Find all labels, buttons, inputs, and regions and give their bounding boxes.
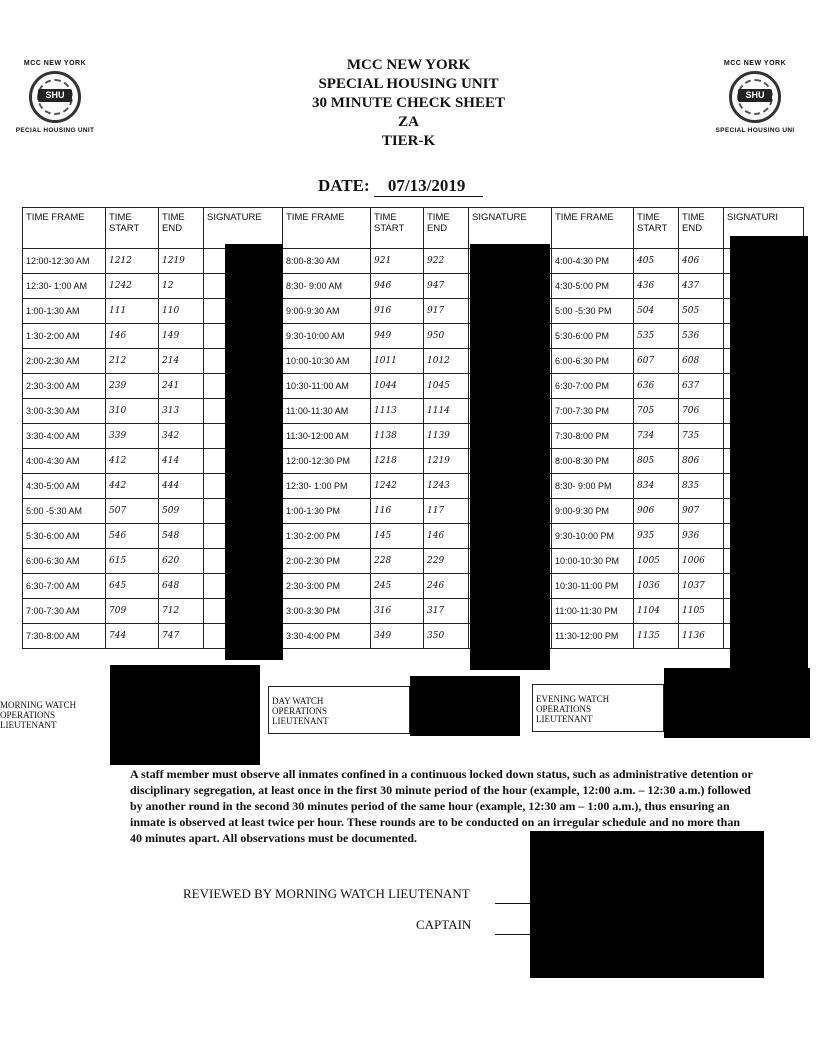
table-row bbox=[23, 399, 804, 424]
time-frame-cell: 11:30-12:00 AM bbox=[283, 424, 371, 449]
time-end-cell: 1139 bbox=[424, 424, 469, 449]
time-start-cell: 228 bbox=[371, 549, 424, 574]
col-header-time-frame: TIME FRAME bbox=[552, 208, 634, 249]
time-frame-cell: 1:30-2:00 PM bbox=[283, 524, 371, 549]
time-frame-cell: 11:00-11:30 PM bbox=[552, 599, 634, 624]
time-end-cell: 1219 bbox=[159, 249, 204, 274]
table-row bbox=[23, 474, 804, 499]
time-end-cell: 149 bbox=[159, 324, 204, 349]
time-frame-cell: 4:00-4:30 AM bbox=[23, 449, 106, 474]
date-label: DATE: bbox=[318, 176, 370, 195]
time-frame-cell: 3:30-4:00 AM bbox=[23, 424, 106, 449]
time-frame-cell: 12:00-12:30 PM bbox=[283, 449, 371, 474]
time-frame-cell: 6:30-7:00 AM bbox=[23, 574, 106, 599]
time-start-cell: 436 bbox=[634, 274, 679, 299]
table-row bbox=[23, 499, 804, 524]
review-signatures-redaction bbox=[530, 860, 764, 978]
time-start-cell: 645 bbox=[106, 574, 159, 599]
morning-lieutenant-label: MORNING WATCH OPERATIONS LIEUTENANT bbox=[0, 700, 77, 730]
left-logo-bottom-text: PECIAL HOUSING UNIT bbox=[15, 127, 95, 134]
table-row bbox=[23, 449, 804, 474]
signature-redaction bbox=[225, 244, 283, 660]
table-row bbox=[23, 374, 804, 399]
table-row bbox=[23, 624, 804, 649]
time-end-cell: 214 bbox=[159, 349, 204, 374]
col-header-time-start: TIME START bbox=[634, 208, 679, 249]
time-start-cell: 146 bbox=[106, 324, 159, 349]
col-header-signature: SIGNATURI bbox=[724, 208, 804, 249]
time-end-cell: 146 bbox=[424, 524, 469, 549]
col-header-time-frame: TIME FRAME bbox=[283, 208, 371, 249]
time-frame-cell: 9:30-10:00 AM bbox=[283, 324, 371, 349]
time-frame-cell: 6:00-6:30 AM bbox=[23, 549, 106, 574]
time-frame-cell: 5:30-6:00 AM bbox=[23, 524, 106, 549]
time-end-cell: 907 bbox=[679, 499, 724, 524]
time-end-cell: 313 bbox=[159, 399, 204, 424]
time-end-cell: 1243 bbox=[424, 474, 469, 499]
time-frame-cell: 4:00-4:30 PM bbox=[552, 249, 634, 274]
header-line-4: ZA bbox=[398, 114, 419, 130]
time-start-cell: 906 bbox=[634, 499, 679, 524]
right-seal-text: SHU bbox=[738, 89, 772, 102]
time-end-cell: 747 bbox=[159, 624, 204, 649]
time-end-cell: 505 bbox=[679, 299, 724, 324]
time-start-cell: 921 bbox=[371, 249, 424, 274]
signature-redaction bbox=[470, 244, 550, 670]
time-start-cell: 111 bbox=[106, 299, 159, 324]
time-start-cell: 546 bbox=[106, 524, 159, 549]
notice-redaction bbox=[530, 831, 764, 861]
time-frame-cell: 7:30-8:00 AM bbox=[23, 624, 106, 649]
time-frame-cell: 2:30-3:00 AM bbox=[23, 374, 106, 399]
time-start-cell: 734 bbox=[634, 424, 679, 449]
time-frame-cell: 9:30-10:00 PM bbox=[552, 524, 634, 549]
time-end-cell: 437 bbox=[679, 274, 724, 299]
right-logo-top-text: MCC NEW YORK bbox=[723, 60, 787, 67]
time-frame-cell: 11:00-11:30 AM bbox=[283, 399, 371, 424]
table-row bbox=[23, 249, 804, 274]
time-end-cell: 117 bbox=[424, 499, 469, 524]
time-end-cell: 936 bbox=[679, 524, 724, 549]
table-header-row bbox=[23, 208, 804, 249]
time-frame-cell: 8:00-8:30 PM bbox=[552, 449, 634, 474]
time-start-cell: 1218 bbox=[371, 449, 424, 474]
time-start-cell: 709 bbox=[106, 599, 159, 624]
time-start-cell: 535 bbox=[634, 324, 679, 349]
time-start-cell: 245 bbox=[371, 574, 424, 599]
left-seal-text: SHU bbox=[38, 89, 72, 102]
time-frame-cell: 10:00-10:30 PM bbox=[552, 549, 634, 574]
time-frame-cell: 1:00-1:30 PM bbox=[283, 499, 371, 524]
time-end-cell: 1045 bbox=[424, 374, 469, 399]
time-end-cell: 735 bbox=[679, 424, 724, 449]
time-start-cell: 946 bbox=[371, 274, 424, 299]
time-frame-cell: 1:00-1:30 AM bbox=[23, 299, 106, 324]
time-frame-cell: 12:00-12:30 AM bbox=[23, 249, 106, 274]
time-end-cell: 706 bbox=[679, 399, 724, 424]
time-end-cell: 620 bbox=[159, 549, 204, 574]
table-row bbox=[23, 549, 804, 574]
time-end-cell: 922 bbox=[424, 249, 469, 274]
time-start-cell: 1011 bbox=[371, 349, 424, 374]
table-row bbox=[23, 349, 804, 374]
right-logo-bottom-text: SPECIAL HOUSING UNI bbox=[715, 127, 795, 134]
time-frame-cell: 9:00-9:30 AM bbox=[283, 299, 371, 324]
time-end-cell: 947 bbox=[424, 274, 469, 299]
time-end-cell: 1012 bbox=[424, 349, 469, 374]
time-end-cell: 12 bbox=[159, 274, 204, 299]
time-frame-cell: 8:30- 9:00 PM bbox=[552, 474, 634, 499]
time-end-cell: 110 bbox=[159, 299, 204, 324]
check-sheet-table bbox=[22, 207, 804, 649]
time-frame-cell: 3:30-4:00 PM bbox=[283, 624, 371, 649]
time-end-cell: 712 bbox=[159, 599, 204, 624]
table-row bbox=[23, 299, 804, 324]
reviewed-label: REVIEWED BY MORNING WATCH LIEUTENANT bbox=[183, 886, 470, 901]
time-frame-cell: 10:00-10:30 AM bbox=[283, 349, 371, 374]
time-start-cell: 412 bbox=[106, 449, 159, 474]
time-end-cell: 1006 bbox=[679, 549, 724, 574]
time-frame-cell: 8:00-8:30 AM bbox=[283, 249, 371, 274]
time-start-cell: 834 bbox=[634, 474, 679, 499]
time-frame-cell: 2:00-2:30 AM bbox=[23, 349, 106, 374]
time-start-cell: 339 bbox=[106, 424, 159, 449]
table-row bbox=[23, 524, 804, 549]
time-frame-cell: 9:00-9:30 PM bbox=[552, 499, 634, 524]
time-frame-cell: 4:30-5:00 PM bbox=[552, 274, 634, 299]
time-start-cell: 1212 bbox=[106, 249, 159, 274]
col-header-time-end: TIME END bbox=[159, 208, 204, 249]
time-frame-cell: 7:00-7:30 PM bbox=[552, 399, 634, 424]
time-frame-cell: 12:30- 1:00 PM bbox=[283, 474, 371, 499]
time-start-cell: 310 bbox=[106, 399, 159, 424]
time-frame-cell: 4:30-5:00 AM bbox=[23, 474, 106, 499]
time-end-cell: 317 bbox=[424, 599, 469, 624]
left-logo-top-text: MCC NEW YORK bbox=[23, 60, 87, 67]
time-end-cell: 246 bbox=[424, 574, 469, 599]
time-end-cell: 1114 bbox=[424, 399, 469, 424]
col-header-time-start: TIME START bbox=[371, 208, 424, 249]
time-end-cell: 350 bbox=[424, 624, 469, 649]
captain-signature-line bbox=[495, 934, 535, 935]
time-start-cell: 239 bbox=[106, 374, 159, 399]
time-end-cell: 444 bbox=[159, 474, 204, 499]
header-line-2: SPECIAL HOUSING UNIT bbox=[318, 76, 499, 92]
morning-lieutenant-redaction bbox=[110, 665, 260, 765]
time-end-cell: 536 bbox=[679, 324, 724, 349]
captain-label: CAPTAIN bbox=[416, 917, 472, 932]
time-start-cell: 916 bbox=[371, 299, 424, 324]
time-end-cell: 1136 bbox=[679, 624, 724, 649]
col-header-time-end: TIME END bbox=[679, 208, 724, 249]
time-frame-cell: 2:30-3:00 PM bbox=[283, 574, 371, 599]
day-lieutenant-redaction bbox=[410, 676, 520, 736]
time-frame-cell: 3:00-3:30 AM bbox=[23, 399, 106, 424]
observation-notice: A staff member must observe all inmates confined in a continuous locked down status, such as administrative detention or disciplinary segregation, at least once in the first 30 minute period of the hour (example, 12:00 a.m. – 12:30 a.m.) followed by another round in the second 30 minutes period of the same hour (example, 12:30 am – 1:00 a.m.), thus ensuring an inmate is observed at least twice per hour. These rounds are to be conducted on an irregular schedule and no more than 40 minutes apart. All observations must be documented. bbox=[130, 767, 753, 845]
time-end-cell: 548 bbox=[159, 524, 204, 549]
time-end-cell: 950 bbox=[424, 324, 469, 349]
time-start-cell: 1242 bbox=[106, 274, 159, 299]
time-start-cell: 935 bbox=[634, 524, 679, 549]
header-line-5: TIER-K bbox=[381, 133, 436, 149]
time-start-cell: 744 bbox=[106, 624, 159, 649]
time-start-cell: 212 bbox=[106, 349, 159, 374]
time-frame-cell: 7:00-7:30 AM bbox=[23, 599, 106, 624]
time-frame-cell: 3:00-3:30 PM bbox=[283, 599, 371, 624]
time-start-cell: 145 bbox=[371, 524, 424, 549]
signature-redaction bbox=[730, 236, 808, 668]
time-start-cell: 1044 bbox=[371, 374, 424, 399]
time-end-cell: 342 bbox=[159, 424, 204, 449]
time-end-cell: 806 bbox=[679, 449, 724, 474]
table-row bbox=[23, 324, 804, 349]
evening-lieutenant-label: EVENING WATCH OPERATIONS LIEUTENANT bbox=[536, 694, 610, 724]
time-start-cell: 1113 bbox=[371, 399, 424, 424]
time-start-cell: 1135 bbox=[634, 624, 679, 649]
col-header-time-start: TIME START bbox=[106, 208, 159, 249]
time-frame-cell: 10:30-11:00 AM bbox=[283, 374, 371, 399]
time-start-cell: 507 bbox=[106, 499, 159, 524]
time-end-cell: 1219 bbox=[424, 449, 469, 474]
time-start-cell: 1036 bbox=[634, 574, 679, 599]
time-start-cell: 1104 bbox=[634, 599, 679, 624]
time-frame-cell: 7:30-8:00 PM bbox=[552, 424, 634, 449]
time-start-cell: 1242 bbox=[371, 474, 424, 499]
time-end-cell: 637 bbox=[679, 374, 724, 399]
time-frame-cell: 5:00 -5:30 PM bbox=[552, 299, 634, 324]
time-start-cell: 805 bbox=[634, 449, 679, 474]
time-end-cell: 1037 bbox=[679, 574, 724, 599]
sheet-header bbox=[0, 56, 817, 151]
time-frame-cell: 2:00-2:30 PM bbox=[283, 549, 371, 574]
time-end-cell: 835 bbox=[679, 474, 724, 499]
time-end-cell: 229 bbox=[424, 549, 469, 574]
date-field bbox=[318, 176, 483, 197]
col-header-signature: SIGNATURE bbox=[469, 208, 552, 249]
header-line-3: 30 MINUTE CHECK SHEET bbox=[312, 95, 505, 111]
table-row bbox=[23, 274, 804, 299]
time-start-cell: 116 bbox=[371, 499, 424, 524]
time-start-cell: 607 bbox=[634, 349, 679, 374]
table-row bbox=[23, 599, 804, 624]
time-start-cell: 349 bbox=[371, 624, 424, 649]
table-row bbox=[23, 424, 804, 449]
day-lieutenant-label: DAY WATCH OPERATIONS LIEUTENANT bbox=[272, 696, 329, 726]
time-end-cell: 241 bbox=[159, 374, 204, 399]
header-line-1: MCC NEW YORK bbox=[346, 57, 471, 73]
date-value: 07/13/2019 bbox=[374, 176, 483, 197]
col-header-signature: SIGNATURE bbox=[204, 208, 283, 249]
time-start-cell: 636 bbox=[634, 374, 679, 399]
time-end-cell: 648 bbox=[159, 574, 204, 599]
col-header-time-end: TIME END bbox=[424, 208, 469, 249]
time-frame-cell: 6:00-6:30 PM bbox=[552, 349, 634, 374]
time-frame-cell: 1:30-2:00 AM bbox=[23, 324, 106, 349]
time-end-cell: 1105 bbox=[679, 599, 724, 624]
reviewed-signature-line bbox=[495, 903, 535, 904]
time-start-cell: 949 bbox=[371, 324, 424, 349]
time-frame-cell: 5:00 -5:30 AM bbox=[23, 499, 106, 524]
time-end-cell: 608 bbox=[679, 349, 724, 374]
time-start-cell: 405 bbox=[634, 249, 679, 274]
time-frame-cell: 6:30-7:00 PM bbox=[552, 374, 634, 399]
time-frame-cell: 11:30-12:00 PM bbox=[552, 624, 634, 649]
table-row bbox=[23, 574, 804, 599]
time-start-cell: 316 bbox=[371, 599, 424, 624]
time-frame-cell: 8:30- 9:00 AM bbox=[283, 274, 371, 299]
time-end-cell: 509 bbox=[159, 499, 204, 524]
time-end-cell: 406 bbox=[679, 249, 724, 274]
time-start-cell: 504 bbox=[634, 299, 679, 324]
col-header-time-frame: TIME FRAME bbox=[23, 208, 106, 249]
time-frame-cell: 12:30- 1:00 AM bbox=[23, 274, 106, 299]
time-start-cell: 615 bbox=[106, 549, 159, 574]
evening-lieutenant-redaction bbox=[664, 668, 810, 738]
time-frame-cell: 10:30-11:00 PM bbox=[552, 574, 634, 599]
time-end-cell: 917 bbox=[424, 299, 469, 324]
time-end-cell: 414 bbox=[159, 449, 204, 474]
time-start-cell: 1005 bbox=[634, 549, 679, 574]
time-start-cell: 705 bbox=[634, 399, 679, 424]
time-frame-cell: 5:30-6:00 PM bbox=[552, 324, 634, 349]
time-start-cell: 442 bbox=[106, 474, 159, 499]
time-start-cell: 1138 bbox=[371, 424, 424, 449]
